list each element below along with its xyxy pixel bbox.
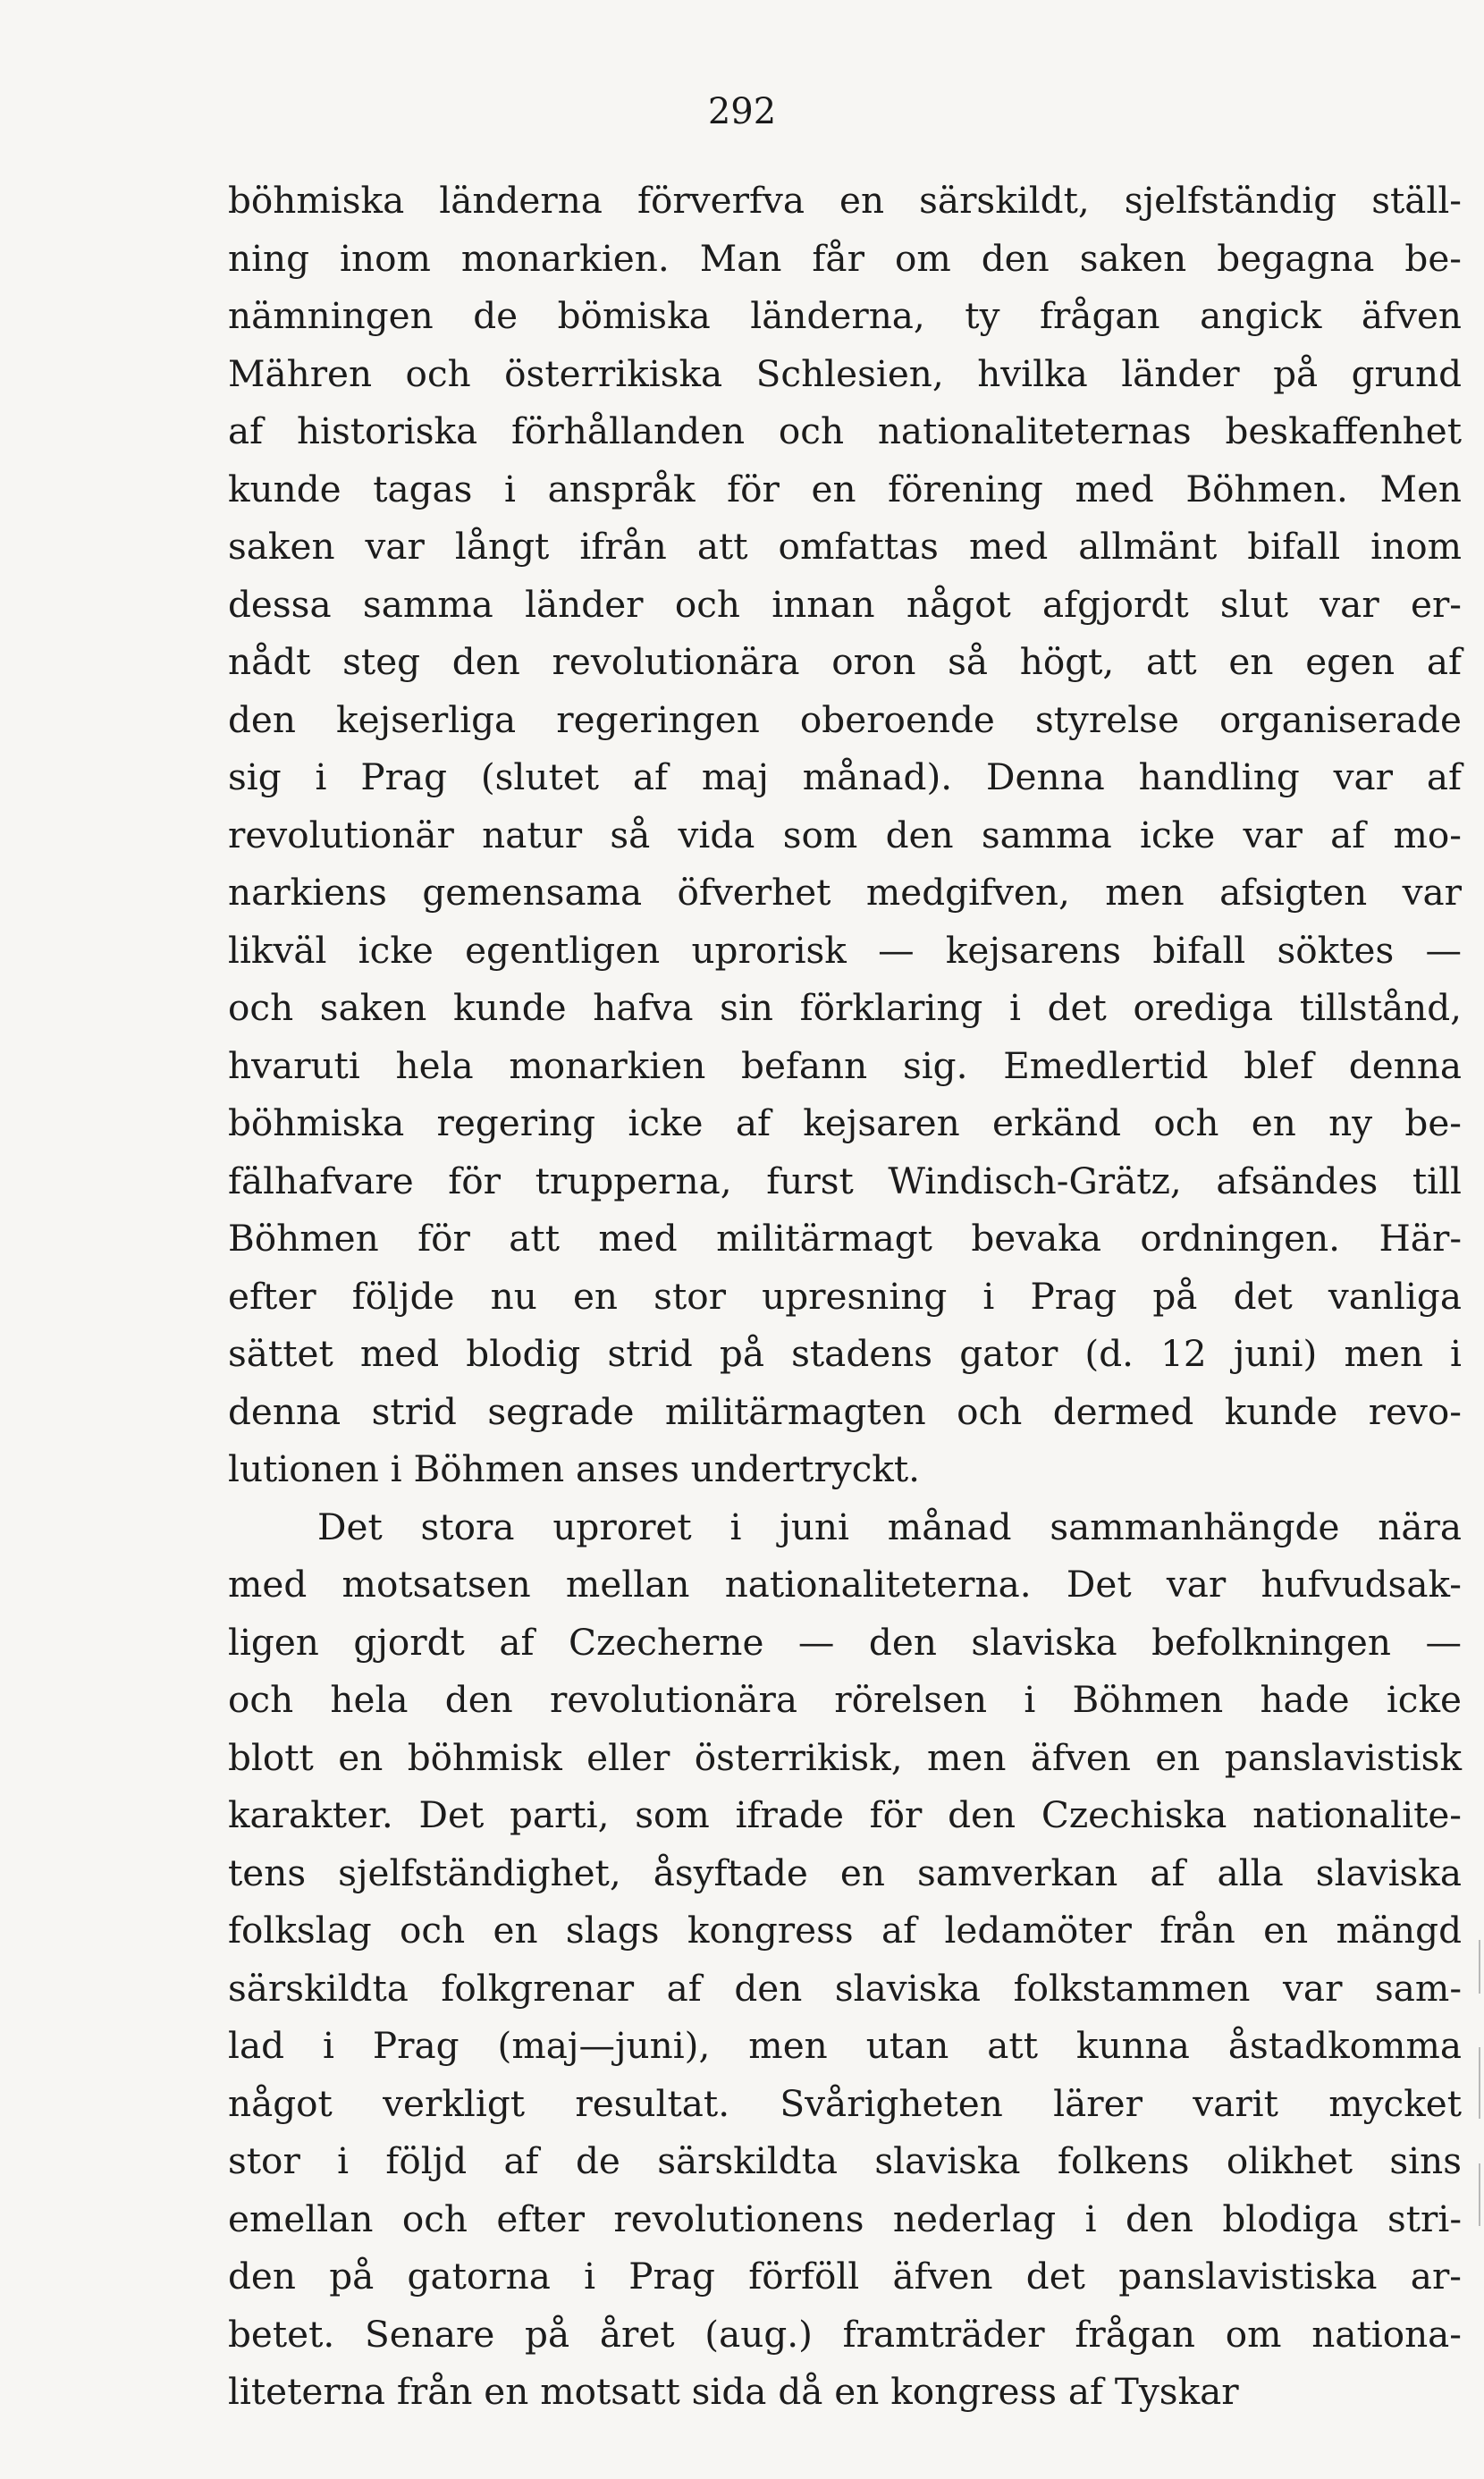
text-line: betet. Senare på året (aug.) framträder frågan om nationa-	[228, 2312, 1462, 2356]
text-line: något verkligt resultat. Svårigheten lärer varit mycket	[228, 2081, 1462, 2125]
text-line: emellan och efter revolutionens nederlag i den blodiga stri-	[228, 2197, 1462, 2240]
text-line: revolutionär natur så vida som den samma icke var af mo-	[228, 813, 1462, 856]
text-line: liteterna från en motsatt sida då en kongress af Tyskar	[228, 2370, 1239, 2413]
text-line: dessa samma länder och innan något afgjordt slut var er-	[228, 582, 1462, 626]
text-line: lad i Prag (maj—juni), men utan att kunna åstadkomma	[228, 2024, 1462, 2067]
text-line: Det stora uproret i juni månad sammanhängde nära	[317, 1505, 1462, 1548]
page-edge-mark	[1479, 2163, 1480, 2226]
text-line: saken var långt ifrån att omfattas med allmänt bifall inom	[228, 525, 1462, 568]
text-line: och saken kunde hafva sin förklaring i det orediga tillstånd,	[228, 986, 1462, 1029]
text-line: med motsatsen mellan nationaliteterna. Det var hufvudsak-	[228, 1563, 1462, 1606]
text-line: böhmiska länderna förverfva en särskildt, sjelfständig ställ-	[228, 179, 1462, 222]
text-line: kunde tagas i anspråk för en förening med Böhmen. Men	[228, 467, 1462, 510]
text-line: Mähren och österrikiska Schlesien, hvilka länder på grund	[228, 351, 1462, 395]
text-line: narkiens gemensama öfverhet medgifven, men afsigten var	[228, 871, 1462, 914]
text-line: nämningen de bömiska länderna, ty frågan angick äfven	[228, 294, 1462, 337]
text-line: lutionen i Böhmen anses undertryckt.	[228, 1447, 920, 1490]
body-text	[228, 172, 1462, 2421]
text-line: denna strid segrade militärmagten och dermed kunde revo-	[228, 1389, 1462, 1433]
text-line: Böhmen för att med militärmagt bevaka ordningen. Här-	[228, 1217, 1462, 1260]
text-line: likväl icke egentligen uprorisk — kejsarens bifall söktes —	[228, 928, 1462, 972]
page-edge-mark	[1479, 1940, 1480, 1994]
text-line: efter följde nu en stor upresning i Prag på det vanliga	[228, 1274, 1462, 1318]
text-line: den på gatorna i Prag förföll äfven det panslavistiska ar-	[228, 2255, 1462, 2298]
text-line: ligen gjordt af Czecherne — den slaviska befolkningen —	[228, 1620, 1462, 1664]
text-line: fälhafvare för trupperna, furst Windisch-Grätz, afsändes till	[228, 1159, 1462, 1202]
text-line: af historiska förhållanden och nationaliteternas beskaffenhet	[228, 409, 1462, 452]
text-line: sättet med blodig strid på stadens gator (d. 12 juni) men i	[228, 1332, 1462, 1375]
text-line: blott en böhmisk eller österrikisk, men äfven en panslavistisk	[228, 1735, 1462, 1779]
text-line: sig i Prag (slutet af maj månad). Denna handling var af	[228, 755, 1462, 798]
text-line: folkslag och en slags kongress af ledamöter från en mängd	[228, 1909, 1462, 1952]
text-line: tens sjelfständighet, åsyftade en samverkan af alla slaviska	[228, 1851, 1462, 1894]
text-line: och hela den revolutionära rörelsen i Böhmen hade icke	[228, 1678, 1462, 1721]
text-line: hvaruti hela monarkien befann sig. Emedlertid blef denna	[228, 1043, 1462, 1087]
page-edge-mark	[1479, 2047, 1480, 2119]
text-line: ning inom monarkien. Man får om den saken begagna be-	[228, 236, 1462, 280]
paragraph	[228, 172, 1462, 1498]
paragraph	[228, 1498, 1462, 2421]
text-line: särskildta folkgrenar af den slaviska folkstammen var sam-	[228, 1966, 1462, 2010]
page-number: 292	[707, 91, 777, 132]
text-line: karakter. Det parti, som ifrade för den Czechiska nationalite-	[228, 1793, 1462, 1836]
text-line: den kejserliga regeringen oberoende styrelse organiserade	[228, 697, 1462, 741]
text-line: böhmiska regering icke af kejsaren erkänd och en ny be-	[228, 1101, 1462, 1144]
text-line: stor i följd af de särskildta slaviska folkens olikhet sins	[228, 2139, 1462, 2182]
text-line: nådt steg den revolutionära oron så högt, att en egen af	[228, 640, 1462, 683]
